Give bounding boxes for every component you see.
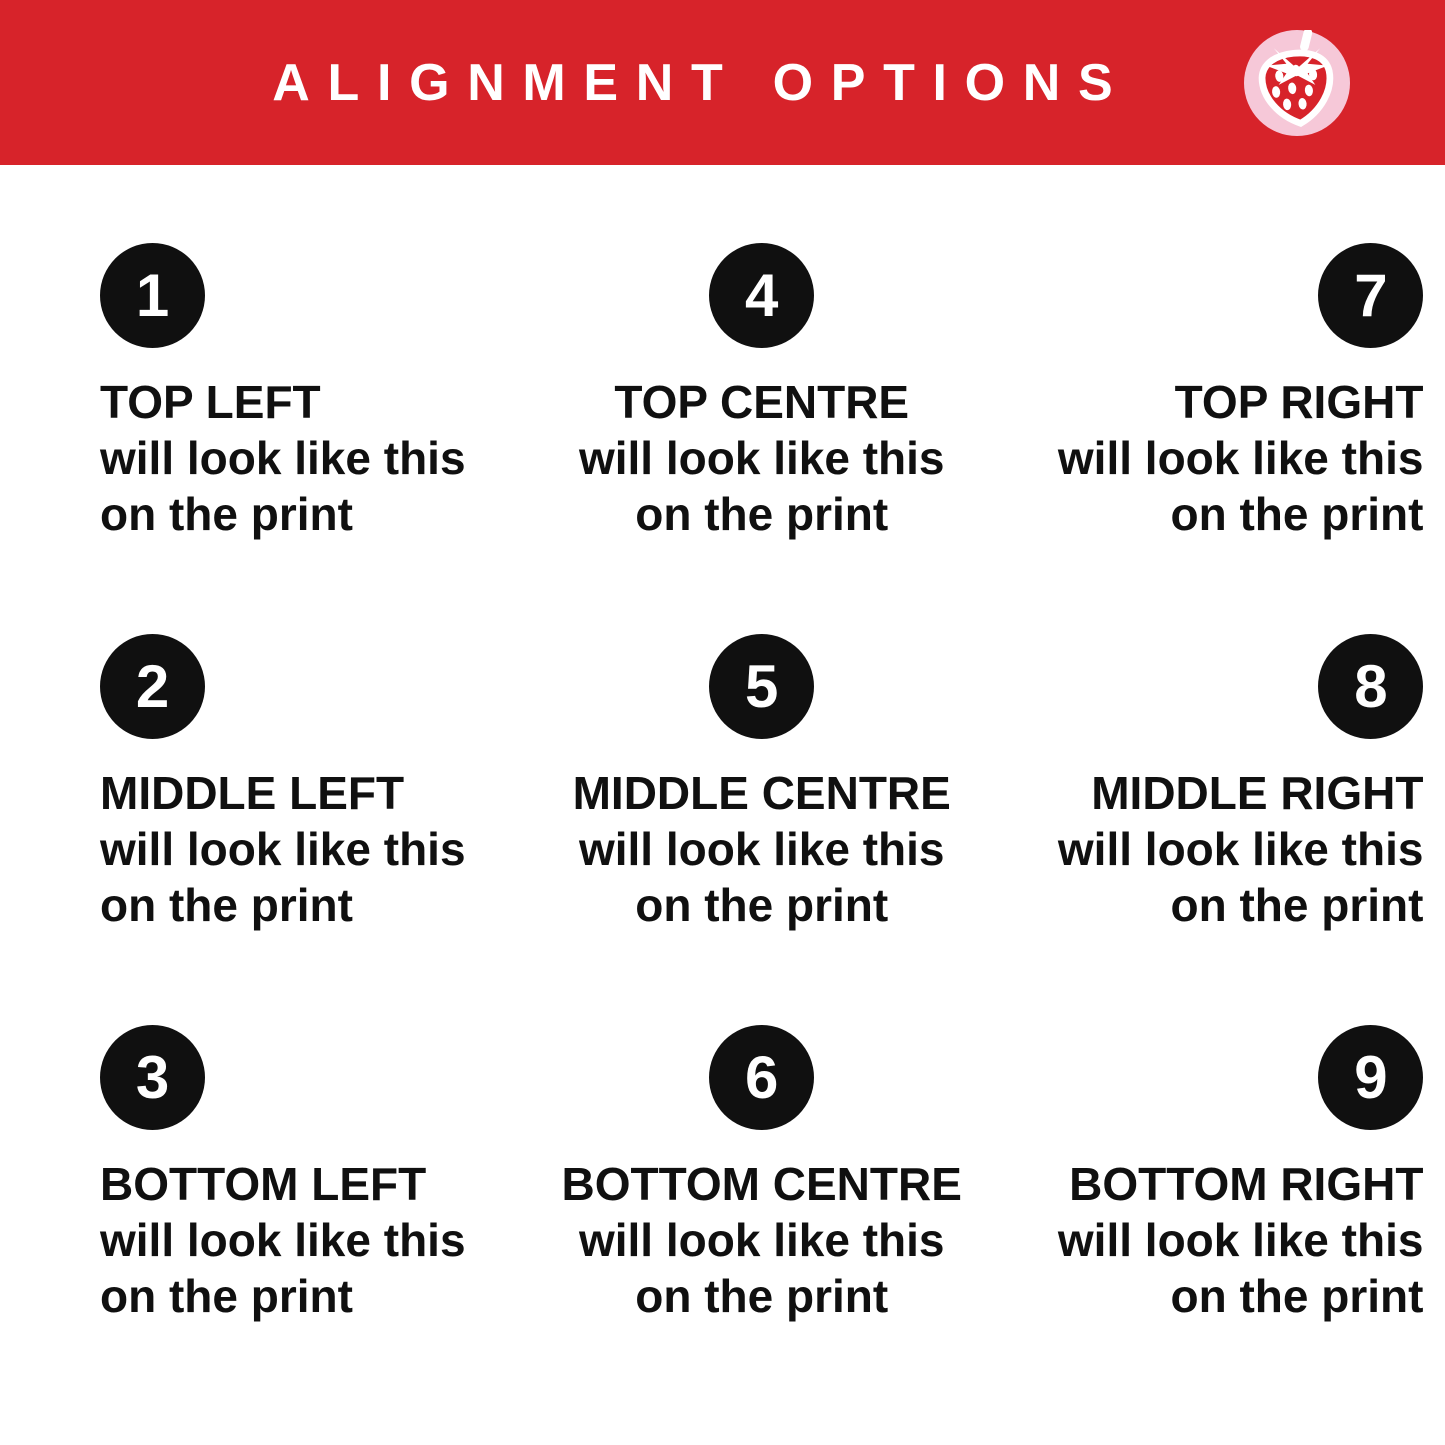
option-title: TOP RIGHT — [1174, 376, 1424, 428]
alignment-option-4-top-centre — [562, 243, 962, 542]
option-number: 5 — [745, 652, 779, 720]
alignment-option-7-top-right — [1058, 243, 1424, 542]
option-line: on the print — [100, 879, 353, 931]
option-number-badge — [709, 1025, 814, 1130]
alignment-option-5-middle-centre — [562, 634, 962, 933]
alignment-option-6-bottom-centre — [562, 1025, 962, 1324]
strawberry-logo-icon — [1244, 30, 1350, 136]
alignment-option-8-middle-right — [1058, 634, 1424, 933]
option-title: MIDDLE CENTRE — [572, 767, 951, 819]
strawberry-icon — [1244, 30, 1350, 136]
option-line: will look like this — [1057, 1214, 1424, 1266]
option-number-badge — [709, 243, 814, 348]
option-line: on the print — [1170, 879, 1424, 931]
option-number: 7 — [1354, 261, 1388, 329]
option-number: 9 — [1354, 1043, 1388, 1111]
option-title: TOP LEFT — [100, 376, 321, 428]
option-line: on the print — [635, 488, 889, 540]
option-line: will look like this — [1057, 823, 1424, 875]
alignment-option-2-middle-left — [100, 634, 466, 933]
option-line: will look like this — [100, 1214, 466, 1266]
alignment-option-3-bottom-left — [100, 1025, 466, 1324]
option-number: 8 — [1354, 652, 1388, 720]
option-line: on the print — [1170, 1270, 1424, 1322]
option-number-badge — [1318, 243, 1423, 348]
option-title: BOTTOM LEFT — [100, 1158, 427, 1210]
option-number: 3 — [135, 1043, 170, 1111]
option-line: on the print — [1170, 488, 1424, 540]
option-line: on the print — [635, 1270, 889, 1322]
options-grid — [0, 165, 1445, 1324]
option-title: BOTTOM RIGHT — [1069, 1158, 1424, 1210]
option-title: BOTTOM CENTRE — [561, 1158, 962, 1210]
header-banner — [0, 0, 1445, 165]
option-title: TOP CENTRE — [614, 376, 910, 428]
option-number-badge — [1318, 1025, 1423, 1130]
option-line: will look like this — [100, 432, 466, 484]
option-number: 1 — [135, 261, 170, 329]
option-number: 6 — [745, 1043, 779, 1111]
option-line: on the print — [100, 488, 353, 540]
option-number-badge — [100, 1025, 205, 1130]
option-number-badge — [1318, 634, 1423, 739]
option-number: 4 — [745, 261, 779, 329]
option-line: will look like this — [578, 432, 945, 484]
option-line: on the print — [635, 879, 889, 931]
option-number-badge — [709, 634, 814, 739]
option-title: MIDDLE LEFT — [100, 767, 405, 819]
option-title: MIDDLE RIGHT — [1091, 767, 1424, 819]
option-line: on the print — [100, 1270, 353, 1322]
alignment-option-1-top-left — [100, 243, 466, 542]
option-number-badge — [100, 243, 205, 348]
option-line: will look like this — [578, 823, 945, 875]
option-number: 2 — [135, 652, 170, 720]
option-line: will look like this — [1057, 432, 1424, 484]
page-title: ALIGNMENT OPTIONS — [272, 53, 1131, 112]
alignment-option-9-bottom-right — [1058, 1025, 1424, 1324]
option-number-badge — [100, 634, 205, 739]
option-line: will look like this — [578, 1214, 945, 1266]
option-line: will look like this — [100, 823, 466, 875]
